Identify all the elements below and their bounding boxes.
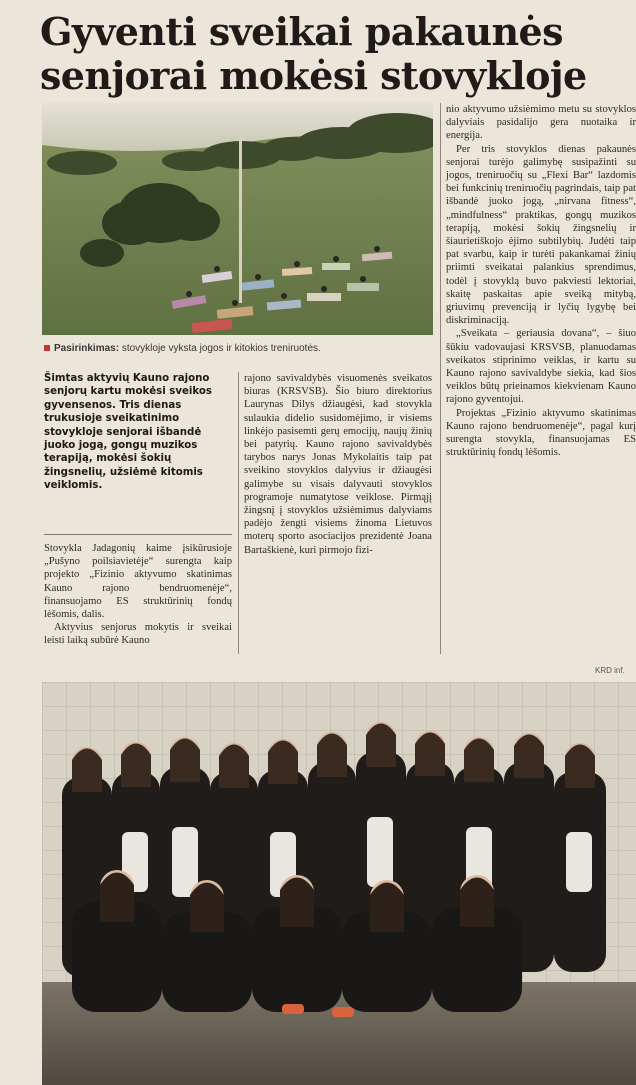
headline-line-1: Gyventi sveikai pakaunės <box>40 9 563 54</box>
column-divider <box>238 372 239 654</box>
paragraph: Stovykla Jadagonių kaime įsikūrusioje „Pušyno poilsiavietėje“ surengta kaip projekto „Fizinio aktyvumo skatinimas Kauno rajono bendruomenėje“, finansuojamo ES struktūrinių fondų lėšomis, dalis. <box>44 543 232 621</box>
paragraph: Aktyvius senjorus mokytis ir sveikai leisti laiką subūrė Kauno <box>44 622 232 647</box>
text-column-2 <box>244 372 432 557</box>
text-column-3 <box>446 103 636 459</box>
caption-label: Pasirinkimas: <box>54 343 120 354</box>
text-column-1 <box>44 542 232 648</box>
photo-caption <box>44 343 434 354</box>
caption-marker-icon <box>44 345 50 351</box>
byline: KRD inf. <box>595 666 625 675</box>
paragraph: nio aktyvumo užsiėmimo metu su stovyklos dalyviais pasidalijo gera nuotaika ir energija. <box>446 104 636 142</box>
paragraph: Projektas „Fizinio aktyvumo skatinimas Kauno rajono bendruomenėje“, pagal kurį surengta stovykla, finansuojamas ES struktūrinių fondų lėšomis. <box>446 407 636 459</box>
yoga-camp-photo <box>42 103 433 335</box>
paragraph: rajono savivaldybės visuomenės sveikatos biuras (KRSVSB). Šio biuro direktorius Laurynas Dilys džiaugėsi, kad stovykla sulaukia didelio susidomėjimo, ir visiems linkėjo pasisemti gerų emocijų, naujų žinių bei patyrių. Kauno rajono savivaldybės tarybos narys Jonas Mykolaitis taip pat sveikino stovyklos dalyvius ir džiaugėsi galimybe su visais dalyvauti stovyklos programoje numatytose veiklose. Pirmąjį žingsnį į stovyklos užsiėmimus dalyviams padėjo žengti visiems žinoma Lietuvos moterų sporto asociacijos prezidentė Joana Bartaškienė, kuri pirmojo fizi- <box>244 373 432 556</box>
caption-text: stovykloje vyksta jogos ir kitokios treniruotės. <box>119 343 321 354</box>
paragraph: „Sveikata – geriausia dovana“, – šiuo šūkiu vadovaujasi KRSVSB, planuodamas sveikatos stiprinimo veiklas, ir kartu su Kauno rajono savivaldybe siekia, kad šios veiklos būtų prieinamos kiekvienam Kauno rajono gyventojui. <box>446 328 636 406</box>
article-headline <box>40 10 630 98</box>
headline-line-2: senjorai mokėsi stovykloje <box>40 53 587 98</box>
lead-divider <box>44 534 232 535</box>
paragraph: Per tris stovyklos dienas pakaunės senjorai turėjo galimybę susipažinti su jogos, treniruočių su „Flexi Bar“ lazdomis bei funkcinių treniruočių pagrindais, taip pat išbandė juoko jogą, „nirvana fitness“, „mindfulness“ praktikas, gongų muzikos terapiją, mokėsi šokių žingsnelių ir šiaurietiškojo ėjimo subtilybių. Judėti taip pat svarbu, kaip ir turėti pakankamai žinių priimti sveikatai palankius sprendimus, todėl į stovyklą buvo pakviesti lektoriai, skaitę paskaitas apie sveiką mitybą, griuvimų prevenciją ir lyčių lygybę bei diskriminaciją. <box>446 143 636 327</box>
article-lead: Šimtas aktyvių Kauno rajono senjorų kartu mokėsi sveikos gyvensenos. Tris dienas trukusioje sveikatinimo stovykloje senjorai išbandė juoko jogą, gongų muzikos terapiją, mokėsi šokių žingsnelių, užsiėmė kitomis veiklomis. <box>44 373 212 492</box>
group-photo <box>42 682 636 1085</box>
column-divider <box>440 103 441 654</box>
